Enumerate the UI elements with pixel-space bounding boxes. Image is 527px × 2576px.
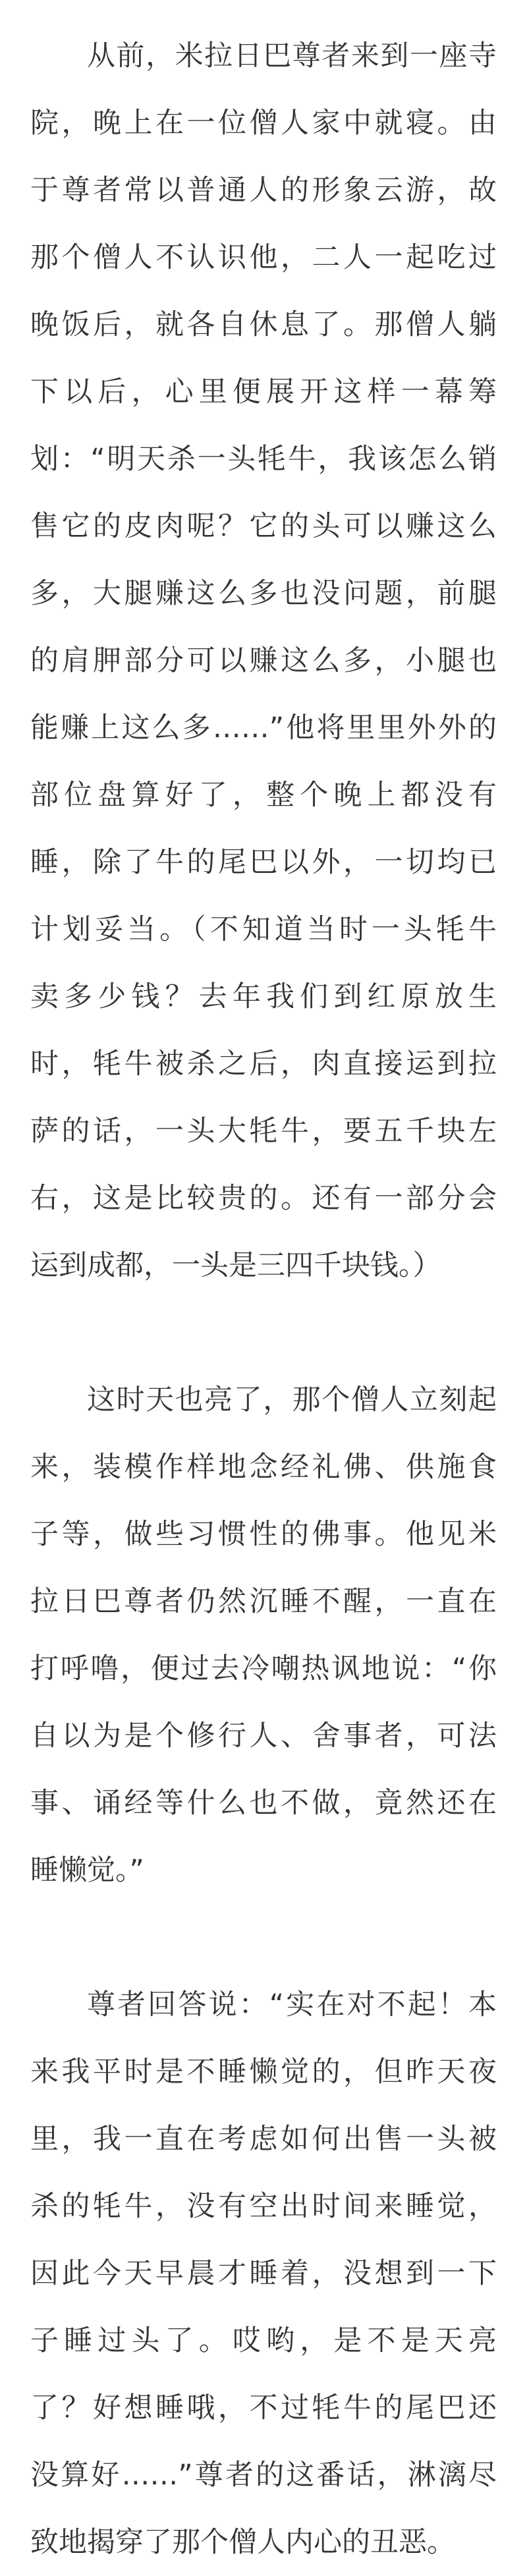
paragraph-spacer: [0, 1299, 527, 1366]
text-line: 右，这是比较贵的。还有一部分会: [30, 1182, 497, 1215]
text-line: 划：“明天杀一头牦牛，我该怎么销: [30, 443, 497, 476]
text-line: 院，晚上在一位僧人家中就寝。由: [30, 107, 497, 140]
text-line: 致地揭穿了那个僧人内心的丑恶。: [30, 2526, 455, 2559]
text-line: 部位盘算好了，整个晚上都没有: [30, 779, 497, 812]
paragraph-3: [0, 1971, 527, 2576]
text-line: 下以后，心里便展开这样一幕筹: [30, 376, 497, 408]
text-line: 子睡过头了。哎哟，是不是天亮: [30, 2324, 497, 2357]
text-line: 尊者回答说：“实在对不起！本: [87, 1988, 497, 2021]
text-line: 子等，做些习惯性的佛事。他见米: [30, 1518, 497, 1551]
text-line: 售它的皮肉呢？它的头可以赚这么: [30, 510, 497, 543]
text-line: 拉日巴尊者仍然沉睡不醒，一直在: [30, 1585, 497, 1618]
paragraph-1: [0, 22, 527, 1299]
text-line: 来我平时是不睡懒觉的，但昨天夜: [30, 2056, 497, 2088]
text-line: 于尊者常以普通人的形象云游，故: [30, 174, 497, 207]
text-line: 里，我一直在考虑如何出售一头被: [30, 2123, 497, 2156]
text-line: 睡懒觉。”: [30, 1854, 144, 1887]
text-line: 没算好……”尊者的这番话，淋漓尽: [30, 2459, 497, 2492]
text-line: 那个僧人不认识他，二人一起吃过: [30, 241, 497, 274]
text-line: 能赚上这么多……”他将里里外外的: [30, 712, 497, 744]
text-line: 了？好想睡哦，不过牦牛的尾巴还: [30, 2392, 497, 2424]
text-line: 杀的牦牛，没有空出时间来睡觉，: [30, 2190, 497, 2223]
text-line: 卖多少钱？去年我们到红原放生: [30, 980, 497, 1013]
text-line: 事、诵经等什么也不做，竟然还在: [30, 1787, 497, 1820]
text-line: 打呼噜，便过去冷嘲热讽地说：“你: [30, 1652, 497, 1685]
text-line: 自以为是个修行人、舍事者，可法: [30, 1720, 497, 1752]
text-line: 睡，除了牛的尾巴以外，一切均已: [30, 846, 497, 879]
paragraph-2: [0, 1366, 527, 1904]
text-line: 萨的话，一头大牦牛，要五千块左: [30, 1115, 497, 1148]
text-line: 多，大腿赚这么多也没问题，前腿: [30, 577, 497, 610]
text-line: 晚饭后，就各自休息了。那僧人躺: [30, 308, 497, 341]
text-line: 这时天也亮了，那个僧人立刻起: [87, 1384, 497, 1416]
text-line: 计划妥当。（不知道当时一头牦牛: [30, 913, 497, 946]
text-line: 时，牦牛被杀之后，肉直接运到拉: [30, 1048, 497, 1080]
text-line: 的肩胛部分可以赚这么多，小腿也: [30, 644, 497, 677]
paragraph-spacer: [0, 1904, 527, 1971]
text-line: 因此今天早晨才睡着，没想到一下: [30, 2257, 497, 2290]
text-line: 来，装模作样地念经礼佛、供施食: [30, 1451, 497, 1484]
text-line: 运到成都，一头是三四千块钱。）: [30, 1249, 441, 1282]
text-line: 从前，米拉日巴尊者来到一座寺: [87, 40, 497, 72]
